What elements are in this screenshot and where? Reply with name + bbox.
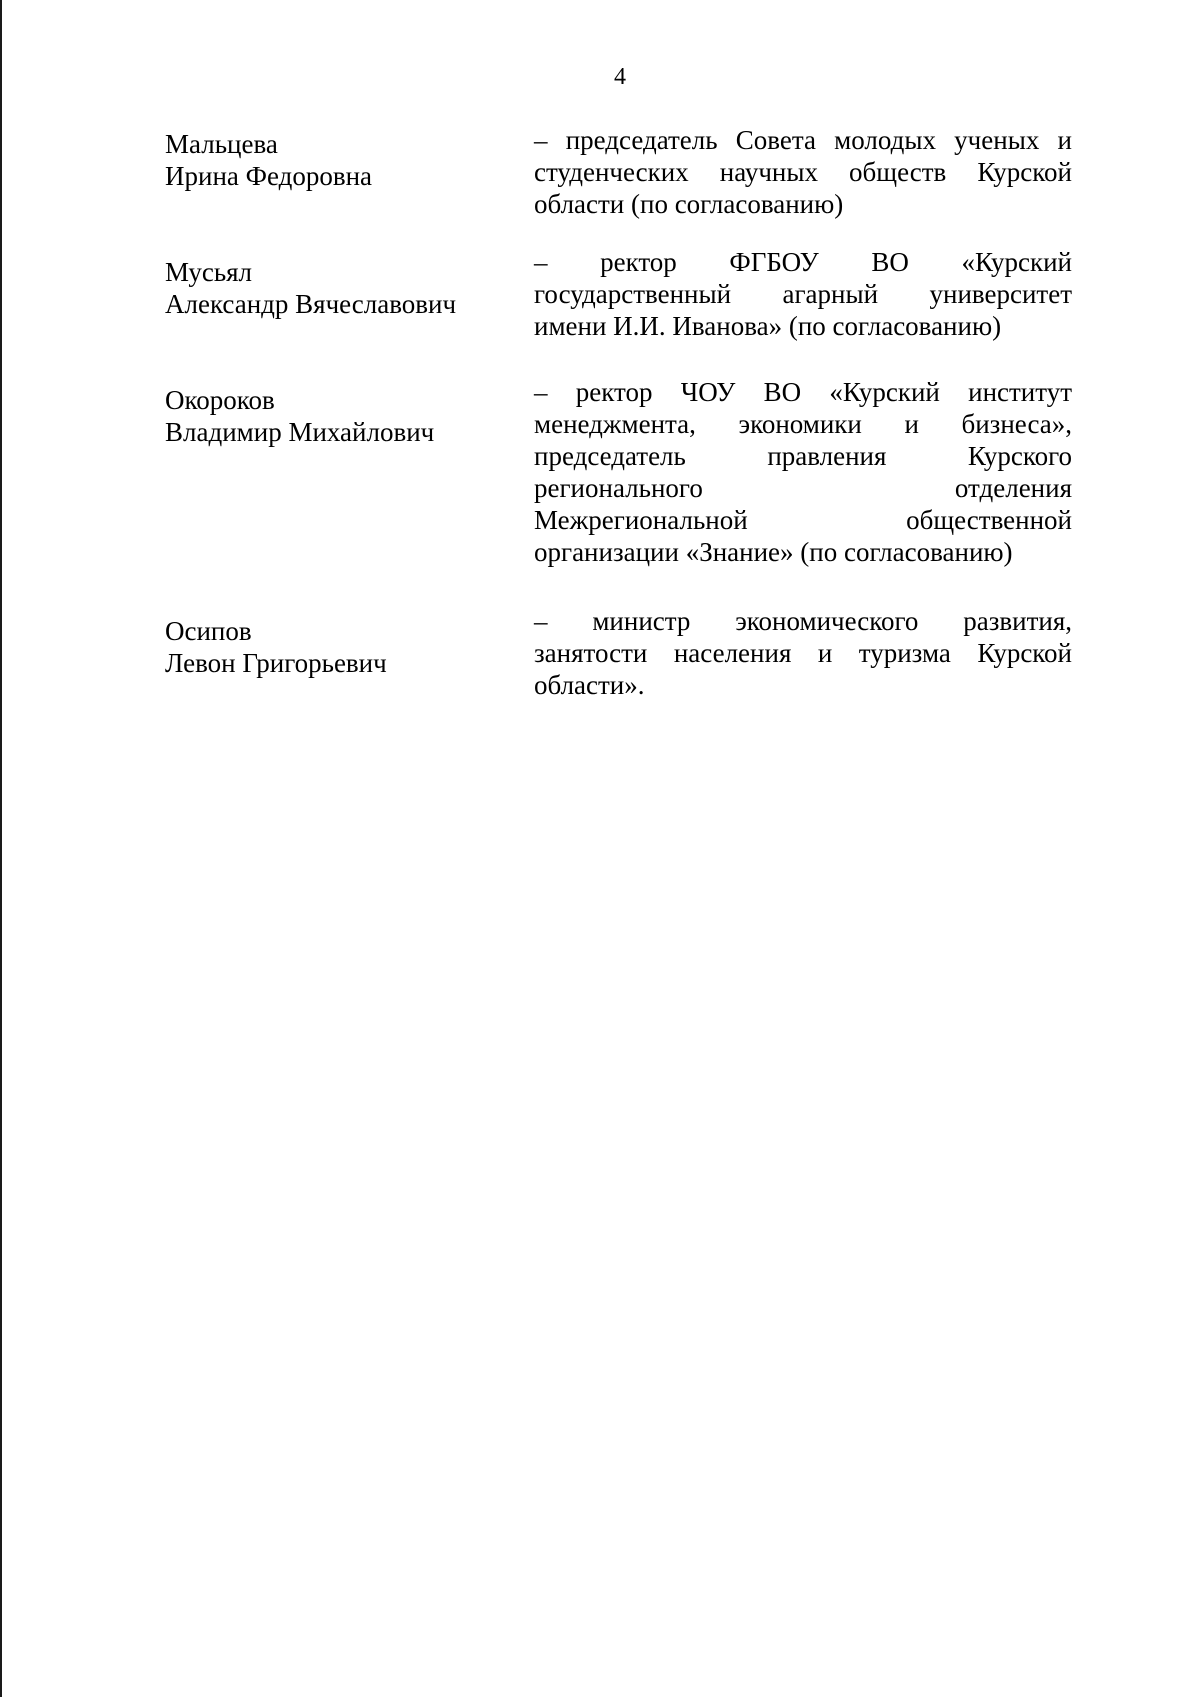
- position-line: организации «Знание» (по согласованию): [534, 537, 1013, 567]
- position-line: регионального отделения: [534, 473, 1072, 503]
- member-given-name: Александр Вячеславович: [165, 289, 457, 319]
- member-given-name: Ирина Федоровна: [165, 161, 373, 191]
- position-line: государственный агарный университет: [534, 279, 1072, 309]
- page-number: 4: [614, 64, 626, 90]
- member-given-name: Владимир Михайлович: [165, 417, 435, 447]
- position-line: занятости населения и туризма Курской: [534, 638, 1072, 668]
- member-surname: Мальцева: [165, 129, 278, 159]
- member-name: [165, 384, 505, 448]
- position-line: председатель правления Курского: [534, 441, 1072, 471]
- position-line: области».: [534, 670, 645, 700]
- member-surname: Мусьял: [165, 257, 253, 287]
- position-line: – ректор ФГБОУ ВО «Курский: [534, 247, 1072, 277]
- position-line: менеджмента, экономики и бизнеса»,: [534, 409, 1072, 439]
- position-line: – ректор ЧОУ ВО «Курский институт: [534, 377, 1072, 407]
- member-position: [534, 376, 1072, 568]
- position-line: имени И.И. Иванова» (по согласованию): [534, 311, 1002, 341]
- member-given-name: Левон Григорьевич: [165, 648, 387, 678]
- scan-edge: [0, 0, 2, 1697]
- position-line: студенческих научных обществ Курской: [534, 157, 1072, 187]
- member-surname: Окороков: [165, 385, 275, 415]
- position-line: области (по согласованию): [534, 189, 844, 219]
- position-line: Межрегиональной общественной: [534, 505, 1072, 535]
- member-position: [534, 605, 1072, 701]
- member-position: [534, 124, 1072, 220]
- member-name: [165, 128, 505, 192]
- position-line: – председатель Совета молодых ученых и: [534, 125, 1072, 155]
- member-name: [165, 615, 505, 679]
- position-line: – министр экономического развития,: [534, 606, 1072, 636]
- member-position: [534, 246, 1072, 342]
- member-surname: Осипов: [165, 616, 252, 646]
- member-name: [165, 256, 505, 320]
